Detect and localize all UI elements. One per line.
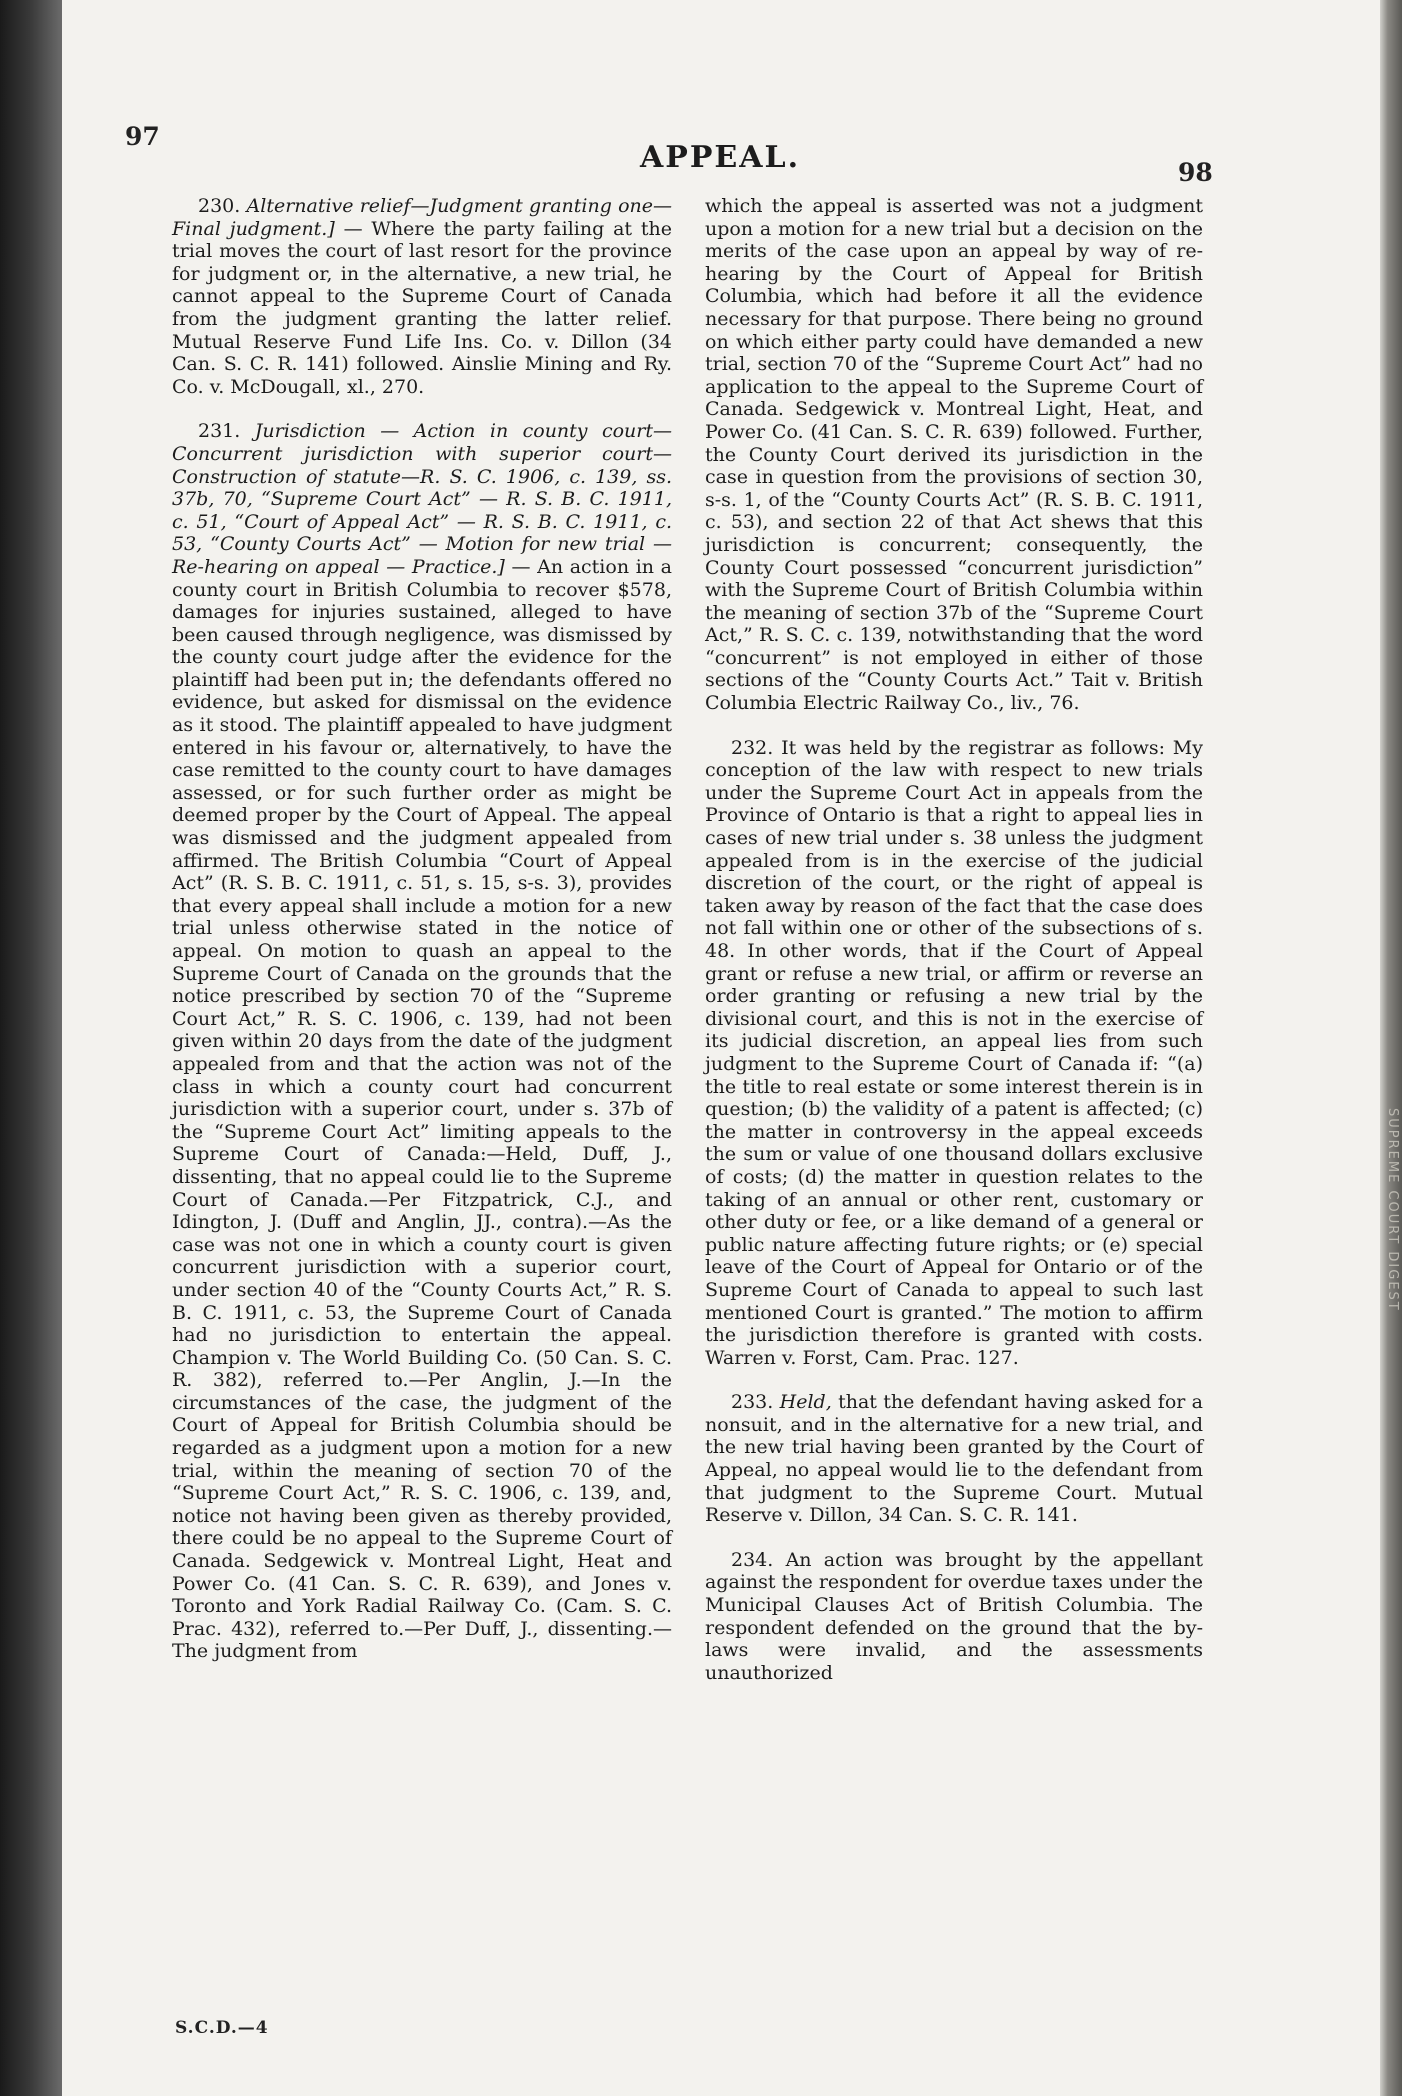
paragraph-233	[705, 1391, 1203, 1527]
paragraph-230	[172, 195, 672, 398]
running-head: APPEAL.	[640, 140, 801, 175]
paragraph-231	[172, 420, 672, 1663]
paragraph-heading: Alternative relief—Judgment granting one—Final judgment.]	[172, 195, 673, 240]
paragraph-text: — An action in a county court in British Columbia to recover $578, damages for injuries sustained, alleged to have been caused through negligence, was dismissed by the county court judge after the evidence for the plaintiff had been put in; the defendants offered no evidence, but asked for dismissal on the evidence as it stood. The plaintiff appealed to have judgment entered in his favour or, alternatively, to have the case remitted to the county court to have damages assessed, or for such further order as might be deemed proper by the Court of Appeal. The appeal was dismissed and the judgment appealed from affirmed. The British Columbia “Court of Appeal Act” (R. S. B. C. 1911, c. 51, s. 15, s-s. 3), provides that every appeal shall include a motion for a new trial unless otherwise stated in the notice of appeal. On motion to quash an appeal to the Supreme Court of Canada on the grounds that the notice prescribed by section 70 of the “Supreme Court Act,” R. S. C. 1906, c. 139, had not been given within 20 days from the date of the judgment appealed from and that the action was not of the class in which a county court had concurrent jurisdiction with a superior court, under s. 37b of the “Supreme Court Act” limiting appeals to the Supreme Court of Canada:—Held, Duff, J., dissenting, that no appeal could lie to the Supreme Court of Canada.—Per Fitzpatrick, C.J., and Idington, J. (Duff and Anglin, JJ., contra).—As the case was not one in which a county court is given concurrent jurisdiction with a superior court, under section 40 of the “County Courts Act,” R. S. B. C. 1911, c. 53, the Supreme Court of Canada had no jurisdiction to entertain the appeal. Champion v. The World Building Co. (50 Can. S. C. R. 382), referred to.—Per Anglin, J.—In the circumstances of the case, the judgment of the Court of Appeal for British Columbia should be regarded as a judgment upon a motion for a new trial, within the meaning of section 70 of the “Supreme Court Act,” R. S. C. 1906, c. 139, and, notice not having been given as thereby provided, there could be no appeal to the Supreme Court of Canada. Sedgewick v. Montreal Light, Heat and Power Co. (41 Can. S. C. R. 639), and Jones v. Toronto and York Radial Railway Co. (Cam. S. C. Prac. 432), referred to.—Per Duff, J., dissenting.—The judgment from	[172, 555, 672, 1663]
paragraph-number: 231.	[198, 420, 241, 443]
book-spine	[1380, 0, 1402, 2096]
paragraph-text: — Where the party failing at the trial moves the court of last resort for the province for judgment or, in the alternative, a new trial, he cannot appeal to the Supreme Court of Canada from the judgment granting the latter relief. Mutual Reserve Fund Life Ins. Co. v. Dillon (34 Can. S. C. R. 141) followed. Ainslie Mining and Ry. Co. v. McDougall, xl., 270.	[172, 217, 672, 398]
paragraph-heading: Jurisdiction — Action in county court—Concurrent jurisdiction with superior court—Construction of statute—R. S. C. 1906, c. 139, ss. 37b, 70, “Supreme Court Act” — R. S. B. C. 1911, c. 51, “Court of Appeal Act” — R. S. B. C. 1911, c. 53, “County Courts Act” — Motion for new trial — Re-hearing on appeal — Practice.]	[172, 420, 673, 578]
paragraph-232	[705, 737, 1203, 1370]
paragraph-234	[705, 1549, 1203, 1685]
paragraph-text: An action was brought by the appellant against the respondent for overdue taxes under the Municipal Clauses Act of British Columbia. The respondent defended on the ground that the by-laws were invalid, and the assessments unauthorized	[705, 1548, 1203, 1684]
paragraph-number: 232.	[731, 736, 774, 759]
paragraph-number: 234.	[731, 1548, 774, 1571]
page-number-left: 97	[125, 122, 160, 151]
paragraph-number: 233.	[731, 1391, 774, 1414]
right-column	[705, 195, 1203, 1706]
left-column	[172, 195, 672, 1685]
paragraph-heading: Held,	[779, 1391, 832, 1414]
previous-page-edge	[0, 0, 62, 2096]
paragraph-text: It was held by the registrar as follows: My conception of the law with respect to new trials under the Supreme Court Act in appeals from the Province of Ontario is that a right to appeal lies in cases of new trial under s. 38 unless the judgment appealed from is in the exercise of the judicial discretion of the court, or the right of appeal is taken away by reason of the fact that the case does not fall within one or other of the subsections of s. 48. In other words, that if the Court of Appeal grant or refuse a new trial, or affirm or reverse an order granting or refusing a new trial by the divisional court, and this is not in the exercise of its judicial discretion, an appeal lies from such judgment to the Supreme Court of Canada if: “(a) the title to real estate or some interest therein is in question; (b) the validity of a patent is affected; (c) the matter in controversy in the appeal exceeds the sum or value of one thousand dollars exclusive of costs; (d) the matter in question relates to the taking of an annual or other rent, customary or other duty or fee, or a like demand of a general or public nature affecting future rights; or (e) special leave of the Court of Appeal for Ontario or of the Supreme Court of Canada to appeal to such last mentioned Court is granted.” The motion to affirm the jurisdiction therefore is granted with costs. Warren v. Forst, Cam. Prac. 127.	[705, 736, 1203, 1369]
page-number-right: 98	[1178, 158, 1213, 187]
paragraph-number: 230.	[198, 195, 241, 217]
signature-mark: S.C.D.—4	[175, 2018, 269, 2038]
spine-stamp: SUPREME COURT DIGEST	[1385, 1108, 1400, 1312]
paragraph-text: that the defendant having asked for a nonsuit, and in the alternative for a new trial, and the new trial having been granted by the Court of Appeal, no appeal would lie to the defendant from that judgment to the Supreme Court. Mutual Reserve v. Dillon, 34 Can. S. C. R. 141.	[705, 1391, 1203, 1527]
paragraph-231-continued	[705, 195, 1203, 715]
paragraph-text: which the appeal is asserted was not a judgment upon a motion for a new trial but a decision on the merits of the case upon an appeal by way of re-hearing by the Court of Appeal for British Columbia, which had before it all the evidence necessary for that purpose. There being no ground on which either party could have demanded a new trial, section 70 of the “Supreme Court Act” had no application to the appeal to the Supreme Court of Canada. Sedgewick v. Montreal Light, Heat, and Power Co. (41 Can. S. C. R. 639) followed. Further, the County Court derived its jurisdiction in the case in question from the provisions of section 30, s-s. 1, of the “County Courts Act” (R. S. B. C. 1911, c. 53), and section 22 of that Act shews that this jurisdiction is concurrent; consequently, the County Court possessed “concurrent jurisdiction” with the Supreme Court of British Columbia within the meaning of section 37b of the “Supreme Court Act,” R. S. C. c. 139, notwithstanding that the word “concurrent” is not employed in either of those sections of the “County Courts Act.” Tait v. British Columbia Electric Railway Co., liv., 76.	[705, 195, 1203, 715]
